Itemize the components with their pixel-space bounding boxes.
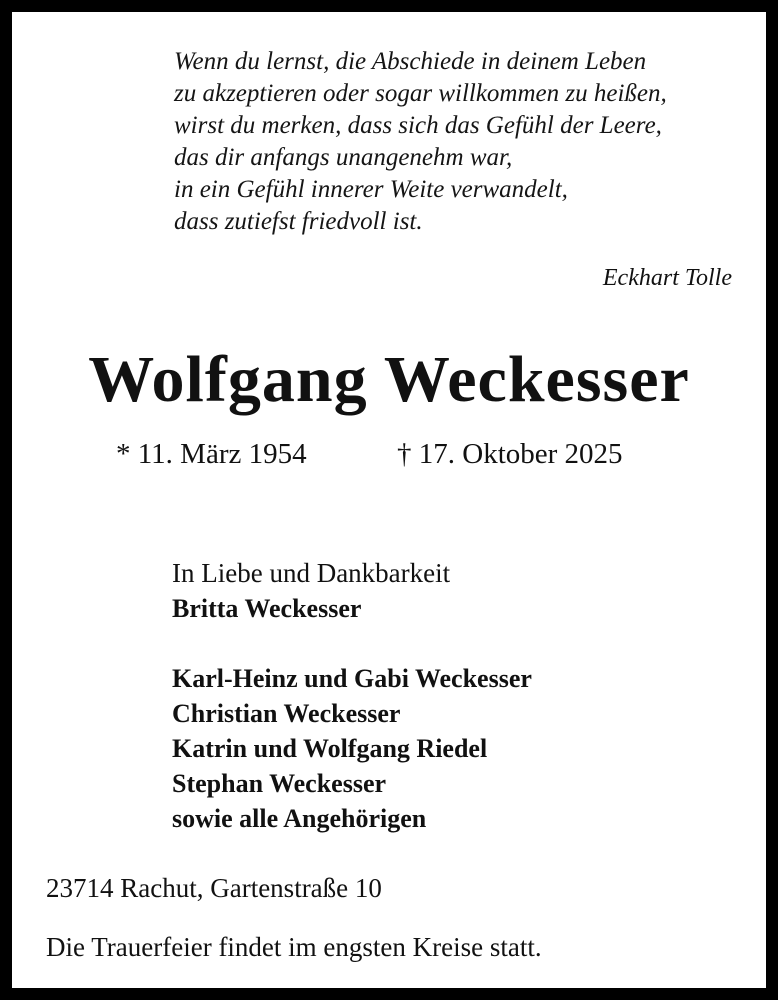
quote-line: zu akzeptieren oder sogar willkommen zu heißen, (174, 80, 667, 107)
quote-line: Wenn du lernst, die Abschiede in deinem Leben (174, 48, 647, 75)
death-date: † 17. Oktober 2025 (397, 438, 623, 470)
quote-line: wirst du merken, dass sich das Gefühl der Leere, (174, 112, 662, 139)
deceased-name: Wolfgang Weckesser (88, 343, 690, 416)
mourner-name: sowie alle Angehörigen (172, 804, 427, 833)
birth-date: * 11. März 1954 (116, 438, 307, 470)
mourner-name: Karl-Heinz und Gabi Weckesser (172, 664, 532, 693)
ceremony-note: Die Trauerfeier findet im engsten Kreise statt. (46, 932, 542, 962)
quote-author: Eckhart Tolle (602, 265, 732, 291)
mourner-spouse: Britta Weckesser (172, 594, 362, 623)
quote-line: das dir anfangs unangenehm war, (174, 144, 513, 171)
quote-line: dass zutiefst friedvoll ist. (174, 208, 423, 235)
address: 23714 Rachut, Gartenstraße 10 (46, 873, 382, 903)
mourners-intro: In Liebe und Dankbarkeit (172, 558, 451, 588)
mourner-name: Katrin und Wolfgang Riedel (172, 734, 488, 763)
mourner-name: Christian Weckesser (172, 699, 401, 728)
mourner-name: Stephan Weckesser (172, 769, 387, 798)
quote-line: in ein Gefühl innerer Weite verwandelt, (174, 176, 568, 203)
obituary-notice (12, 12, 766, 988)
quote-block (174, 46, 667, 238)
